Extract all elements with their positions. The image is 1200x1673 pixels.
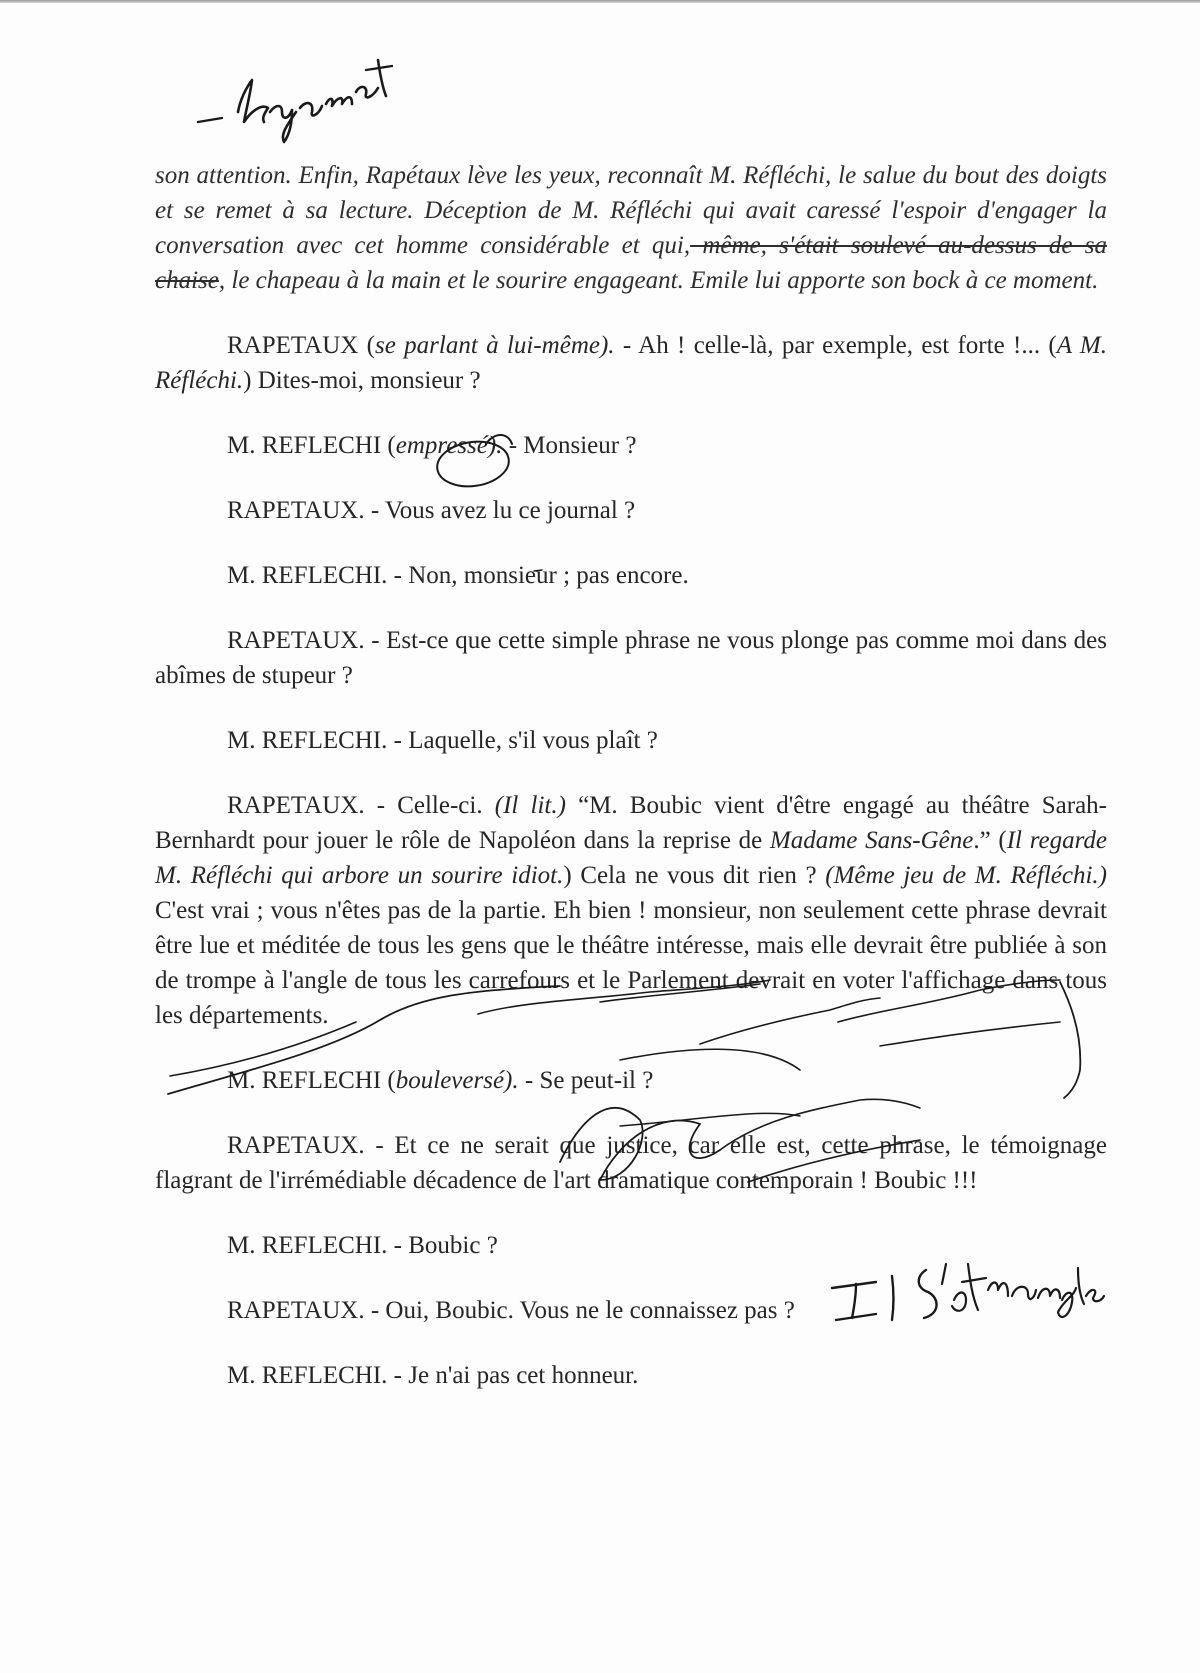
dialogue-line	[155, 328, 1107, 398]
dialogue-line	[155, 1063, 1107, 1098]
dialogue-text: RAPETAUX. - Oui, Boubic. Vous ne le connaissez pas ?	[227, 1297, 795, 1324]
dialogue	[155, 328, 1107, 1393]
dialogue-text: - Monsieur ?	[502, 432, 637, 459]
dialogue-line	[155, 558, 1107, 593]
italic-text: (Il lit.)	[494, 792, 566, 819]
italic-text: Il regarde M. Réfléchi qui arbore un sourire idiot.	[155, 827, 1107, 889]
dialogue-text: - Ah ! celle-là, par exemple, est forte !... (	[614, 332, 1057, 359]
dialogue-text: M. REFLECHI (	[227, 432, 396, 459]
dialogue-text: M. REFLECHI. - Je n'ai pas cet honneur.	[227, 1362, 639, 1389]
dialogue-line	[155, 1228, 1107, 1263]
stage-direction-text-end: , le chapeau à la main et le sourire engageant. Emile lui apporte son bock à ce moment.	[218, 267, 1099, 294]
stage-direction	[155, 158, 1107, 298]
italic-text: (Même jeu de M. Réfléchi.)	[825, 862, 1107, 889]
dialogue-text: - Se peut-il ?	[518, 1067, 654, 1094]
dialogue-line	[155, 1358, 1107, 1393]
dialogue-text: RAPETAUX (	[227, 332, 375, 359]
italic-text: empressé).	[395, 432, 503, 459]
dialogue-text: RAPETAUX. - Vous avez lu ce journal ?	[227, 497, 636, 524]
dialogue-line	[155, 623, 1107, 693]
dialogue-text: ) Cela ne vous dit rien ?	[563, 862, 826, 889]
dialogue-text: M. REFLECHI (	[227, 1067, 396, 1094]
dialogue-text: .” (	[973, 827, 1007, 854]
italic-text: bouleversé).	[395, 1067, 519, 1094]
struck-through-text: même, s'était soulevé au-dessus de sa chaise	[155, 232, 1107, 294]
dialogue-text: “M. Boubic vient d'être engagé au théâtre Sarah-Bernhardt pour jouer le rôle de Napoléon dans la reprise de	[155, 792, 1108, 854]
dialogue-line	[155, 1128, 1107, 1198]
handwritten-note-top	[198, 60, 392, 142]
dialogue-text: ) Dites-moi, monsieur ?	[243, 367, 481, 394]
script-text	[155, 158, 1107, 1423]
dialogue-line	[155, 493, 1107, 528]
italic-text: se parlant à lui-même).	[375, 332, 615, 359]
dialogue-line	[155, 1293, 1107, 1328]
scan-top-edge	[0, 0, 1200, 3]
dialogue-line	[155, 723, 1107, 758]
dialogue-line	[155, 788, 1107, 1033]
italic-text: A M. Réfléchi.	[155, 332, 1107, 394]
dialogue-text: RAPETAUX. - Et ce ne serait que justice, car elle est, cette phrase, le témoignage flagrant de l'irrémédiable décadence de l'art dramatique contemporain ! Boubic !!!	[155, 1132, 1107, 1194]
italic-text: Madame Sans-Gêne	[769, 827, 974, 854]
dialogue-text: RAPETAUX. - Est-ce que cette simple phrase ne vous plonge pas comme moi dans des abîmes de stupeur ?	[155, 627, 1107, 689]
dialogue-text: RAPETAUX. - Celle-ci.	[227, 792, 495, 819]
dialogue-text: M. REFLECHI. - Laquelle, s'il vous plaît ?	[227, 727, 658, 754]
dialogue-text: C'est vrai ; vous n'êtes pas de la partie. Eh bien ! monsieur, non seulement cette phrase devrait être lue et méditée de tous les gens que le théâtre intéresse, mais elle devrait être publiée à son de trompe à l'angle de tous les carrefours et le Parlement devrait en voter l'affichage dans tous les départements.	[155, 897, 1107, 1029]
stage-direction-text: son attention. Enfin, Rapétaux lève les yeux, reconnaît M. Réfléchi, le salue du bout des doigts et se remet à sa lecture. Déception de M. Réfléchi qui avait caressé l'espoir d'engager la conversation avec cet homme considérable et qui,	[155, 162, 1107, 259]
dialogue-text: M. REFLECHI. - Boubic ?	[227, 1232, 498, 1259]
dialogue-line	[155, 428, 1107, 463]
dialogue-text: M. REFLECHI. - Non, monsieur ; pas encore.	[227, 562, 689, 589]
